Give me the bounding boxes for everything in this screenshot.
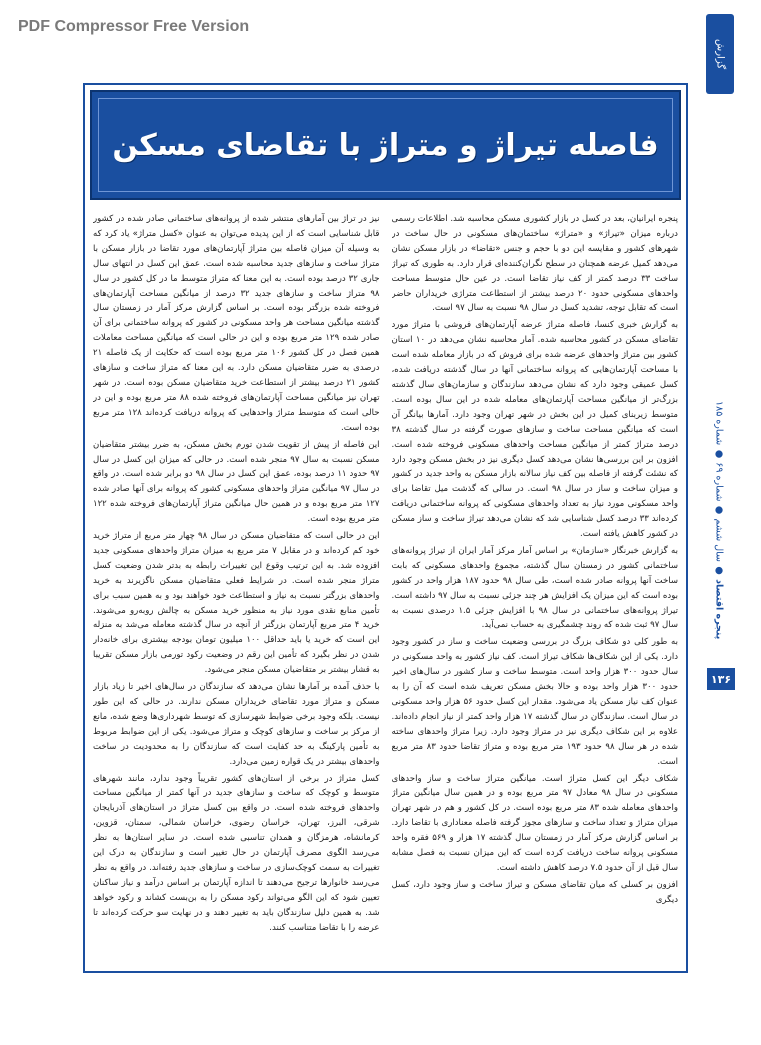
paragraph: به گزارش خبری کنسا، فاصله متراژ عرضه آپارتمان‌های فروشی با متراژ مورد تقاضای مسکن در کشور محاسبه شده. آمار محاسبه نشان می‌دهد در ۱۰ استان کشور بین متراژ واحدهای عرضه شده برای فروش که در بازار معامله شده است با مساحت آپارتمان‌هایی که پروانه ساختمانی آنها در سال گذشته دریافت شده، کسل عمیقی وجود دارد که نشان می‌دهد سازندگان و سازمان‌های سال گذشته بزرگ‌تر از میانگین مساحت آپارتمان‌های معامله شده در این سال بوده است. متوسط زیربنای کمیل در این بخش در شهر تهران وجود دارد. آمارها بیانگر آن است که میانگین مساحت ساخت و سازهای صورت گرفته در سال گذشته ۳۸ درصد متراژ کمتر از میانگین مساحت واحدهای مسکونی فروخته شده است. افزون بر این بررسی‌ها نشان می‌دهد کسل دیگری نیز در بخش مسکن وجود دارد که نشئت گرفته از فاصله بین کف نیاز سالانه بازار مسکن به واحد جدید در کشور و میزان ساخت و ساز در سال ۹۸ است. در سالی که گذشت میل تقاضا برای واحد مسکونی مورد نیاز به تعداد واحدهای مسکونی که پروانه ساختمانی دریافت کرده‌اند ۳۳ درصد کسل شناسایی شد که نشان می‌دهد تیراژ ساخت و ساز مسکن در کشور کاهش یافته است.: [391, 320, 678, 540]
paragraph: افزون بر کسلی که میان تقاضای مسکن و تیراژ ساخت و ساز وجود دارد، کسل دیگری: [391, 879, 678, 905]
paragraph: این فاصله از پیش از تقویت شدن تورم بخش مسکن، به ضرر بیشتر متقاضیان مسکن نسبت به سال ۹۷ منجر شده است. در حالی که میزان این کسل در سال ۹۷ حدود ۱۱ درصد بوده، عمق این کسل در سال ۹۸ دو برابر شده است. در واقع در سال ۹۷ میانگین متراژ واحدهای مسکونی کشور که پروانه برای آنها صادر شده ۱۲۷ متر مربع بوده و در همین حال میانگین متراژ آپارتمان‌های فروخته شده ۱۲۲ متر مربع بوده است.: [93, 439, 380, 525]
page-number: ۱۳۶: [707, 668, 735, 690]
watermark: PDF Compressor Free Version: [18, 18, 250, 35]
paragraph: به گزارش خبرنگار «سازمان» بر اساس آمار مرکز آمار ایران از تیراژ پروانه‌های ساختمانی کشور در زمستان سال گذشته، مجموع واحدهای مسکونی که بابت ساخت آنها پروانه صادر شده است، طی سال ۹۸ حدود ۱۸۷ هزار واحد در کشور بوده است که این میزان یک افزایش هر چند جزئی نسبت به سال ۹۷ داشته است. تیراژ پروانه‌های ساختمانی در سال ۹۸ با افزایش جزئی ۱.۵ درصدی نسبت به سال ۹۷ ثبت شده که روند چشمگیری به حساب نمی‌آید.: [391, 545, 678, 631]
paragraph: کسل متراژ در برخی از استان‌های کشور تقریباً وجود ندارد، مانند شهرهای متوسط و کوچک که ساخت و سازهای جدید در آنها کمتر از میانگین مساحت واحدهای فروخته شده است. در واقع بین کسل متراژ در استان‌های آذربایجان شرقی، البرز، تهران، خراسان رضوی، خراسان شمالی، سمنان، قزوین، کرمانشاه، هرمزگان و همدان تناسبی شده است. در سایر استان‌ها به نظر می‌رسد الگوی مصرف آپارتمان در حال تغییر است و سازندگان به درک این تغییرات به سمت کوچک‌سازی در ساخت و سازهای جدید رفته‌اند. در واقع به نظر می‌رسد خانوارها ترجیح می‌دهند تا اندازه آپارتمان بر اساس درآمد و نیاز ساکنان تعیین شود که این الگو می‌تواند رکود مسکن را به بن‌بست کشاند و رکود خواهد شد. به همین دلیل سازندگان باید به تغییر دهند و در نهایت سو حرکت کرده‌اند تا عرضه را با تقاضا متناسب کنند.: [93, 773, 380, 933]
section-tab: [706, 14, 734, 94]
paragraph: این در حالی است که متقاضیان مسکن در سال ۹۸ چهار متر مربع از متراژ خرید خود کم کرده‌اند و در مقابل ۷ متر مربع به میزان متراژ واحدهای مسکونی جدید افزوده شد. به این ترتیب وقوع این تغییرات رابطه به بدتر شدن وضعیت کسل متراژ منجر شده است. در شرایط فعلی متقاضیان مسکن ناگزیرند به خرید واحدهای بزرگتر نسبت به نیاز و استطاعت خود خواهند بود و به همین سبب برای تأمین منابع نقدی مورد نیاز به منظور خرید مسکن به چالش روبه‌رو می‌شوند. خرید ۴ متر مربع آپارتمان بزرگتر از آنچه در سال گذشته معامله می‌شد به منزله این است که خرید یا باید حداقل ۱۰۰ میلیون تومان بودجه بیشتری برای خانه‌دار شدن در نظر بگیرد که تأمین این رقم در وضعیت رکود تورمی بازار مسکن تقریبا به قشار بیشتر بر متقاضیان مسکن منجر می‌شود.: [93, 531, 380, 676]
magazine-issue: پنجره اقتصاد ● سال ششم ● شماره ۶۹ ● شماره ۱۸۵: [713, 400, 725, 640]
issue-info: سال ششم ● شماره ۶۹ ● شماره ۱۸۵: [713, 400, 725, 562]
paragraph: شکاف دیگر این کسل متراژ است. میانگین متراژ ساخت و ساز واحدهای مسکونی در سال ۹۸ معادل ۹۷ متر مربع بوده و در همین سال میانگین متراژ واحدهای معامله شده ۸۳ متر مربع بوده است. در کل کشور و هم در شهر تهران میزان متراژ و تعداد ساخت و سازهای مجوز گرفته فاصله معناداری با تقاضا دارد. بر اساس گزارش مرکز آمار در زمستان سال گذشته ۱۷ هزار و ۵۶۹ فقره واحد مسکونی پروانه ساخت دریافت کرده است که این میزان نسبت به فصل مشابه سال قبل از آن حدود ۷.۵ درصد کاهش داشته است.: [391, 773, 678, 873]
title-banner-inner: [98, 98, 673, 192]
title-banner: [90, 90, 681, 200]
article-column-right: [392, 212, 679, 967]
article-title: فاصله تیراژ و متراژ با تقاضای مسکن: [112, 127, 659, 163]
paragraph: به طور کلی دو شکاف بزرگ در بررسی وضعیت ساخت و ساز در کشور وجود دارد. یکی از این شکاف‌ها شکاف تیراژ است. کف نیاز کشور به واحد مسکونی در سال حدود ۳۰۰ هزار واحد است. متوسط ساخت و ساز کشور در سال‌های اخیر حدود ۳۰۰ هزار واحد بوده و حالا بخش مسکن تعریف شده است که آن را به عنوان کف نیاز مسکن یاد می‌شود. مقدار این کسل حدود ۵۶ هزار واحد مسکونی در سال است. سازندگان در سال گذشته ۱۷ هزار واحد کمتر از نیاز انجام داده‌اند. علاوه بر این شکاف دیگری نیز در متراژ وجود دارد. زیرا متراژ واحدهای ساخته شده در هر سال ۹۸ حدود ۱۹۳ متر مربع بوده و متراژ تقاضا حدود ۸۳ متر مربع است.: [391, 637, 678, 767]
magazine-sidebar: [703, 380, 735, 660]
article-body: [93, 212, 678, 967]
paragraph: پنجره ایرانیان، بعد در کسل در بازار کشوری مسکن محاسبه شد. اطلاعات رسمی درباره میزان «تیراژ» و «متراژ» ساختمان‌های مسکونی در حال ساخت در شهرهای کشور و مقایسه این دو با حجم و جنس «تقاضا» در بازار مسکن نشان می‌دهد کمیل عرضه همچنان در سطح نگران‌کننده‌ای قرار دارد. به طوری که تیراژ ساخت ۳۳ درصد کمتر از کف نیاز تقاضا است. در عین حال متوسط مساحت واحدهای مسکونی حدود ۲۰ درصد بیشتر از استطاعت متراژی خریداران حاضر است که تقابل توجه، تشدید کسل در سال ۹۸ نسبت به سال ۹۷ است.: [391, 214, 678, 314]
magazine-name: پنجره اقتصاد: [713, 578, 725, 640]
section-tab-label: گزارش: [714, 38, 726, 70]
article-column-left: [93, 212, 380, 967]
paragraph: با حذف آمده بر آمارها نشان می‌دهد که سازندگان در سال‌های اخیر تا زیاد بازار مسکن و متراژ مورد تقاضای خریداران مسکن ندارند. در حالی که این طور نیست. بلکه وجود برخی ضوابط شهرسازی که توسط شهرداری‌ها وضع شده، مانع از مرکز بر ساخت و سازهای کوچک و متراژ می‌شود. یکی از این ضوابط مربوط به تأمین پارکینگ به حد کفایت است که سازندگان را به محدودیت در ساخت واحدهای بیشتر در یک قواره زمین می‌دارد.: [93, 682, 380, 767]
paragraph: نیز در تراژ بین آمارهای منتشر شده از پروانه‌های ساختمانی صادر شده در کشور قابل شناسایی است که از این پدیده می‌توان به عنوان «کسل متراژ» یاد کرد که به وسیله آن میزان فاصله بین متراژ آپارتمان‌های مورد تقاضا در بازار مسکن با متراژ ساخت و سازهای جدید محاسبه شده است. عمق این کسل در انتهای سال جاری ۳۲ درصد بوده است. به این معنا که متراژ متوسط ما در کل کشور در سال ۹۸ متراژ ساخت و سازهای جدید ۳۲ درصد از میانگین مساحت آپارتمان‌های فروخته شده بزرگتر بوده است. بر اساس گزارش مرکز آمار در زمستان سال گذشته میانگین مساحت هر واحد مسکونی در کشور که پروانه ساختمانی برای آن صادر شده ۱۲۹ متر مربع بوده و این در حالی است که میانگین مساحت معاملات همین فصل در کل کشور ۱۰۶ متر مربع بوده است که حکایت از یک فاصله ۲۱ درصدی به ضرر متقاضیان مسکن دارد. به این معنا که متراژ ساخت و سازهای کشور ۲۱ درصد بیشتر از استطاعت خرید متقاضیان مسکن بوده است. در شهر تهران نیز میانگین مساحت آپارتمان‌های فروخته شده ۸۸ متر مربع بوده و این در حالی است که متوسط متراژ واحدهایی که پروانه دریافت کرده‌اند ۱۲۸ متر مربع بوده است.: [93, 214, 380, 433]
